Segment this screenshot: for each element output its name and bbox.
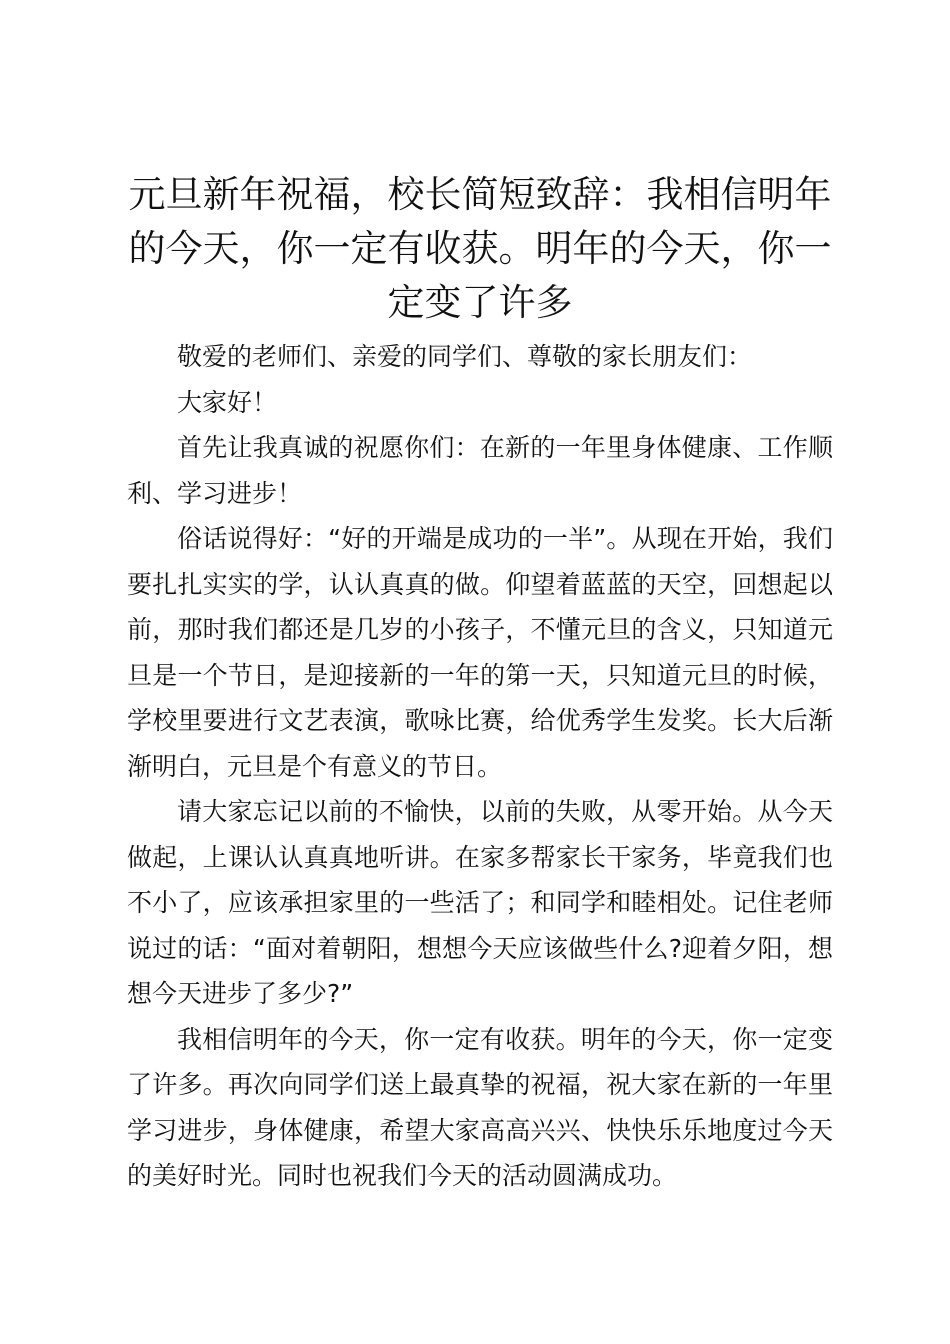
wishes-paragraph: 首先让我真诚的祝愿你们：在新的一年里身体健康、工作顺利、学习进步！ — [127, 433, 833, 508]
body-paragraph: 请大家忘记以前的不愉快，以前的失败，从零开始。从今天做起，上课认认真真地听讲。在家多帮家长干家务，毕竟我们也不小了，应该承担家里的一些活了；和同学和睦相处。记住老师说过的话：“面对着朝阳，想想今天应该做些什么?迎着夕阳，想想今天进步了多少?” — [127, 797, 833, 1008]
document-title: 元旦新年祝福，校长简短致辞：我相信明年的今天，你一定有收获。明年的今天，你一定变了许多 — [128, 173, 832, 324]
salutation-paragraph: 敬爱的老师们、亲爱的同学们、尊敬的家长朋友们： — [177, 342, 753, 371]
document-body — [127, 168, 833, 1199]
greeting-paragraph: 大家好！ — [177, 387, 278, 417]
body-paragraph: 俗话说得好：“好的开端是成功的一半”。从现在开始，我们要扎扎实实的学，认认真真的做。仰望着蓝蓝的天空，回想起以前，那时我们都还是几岁的小孩子，不懂元旦的含义，只知道元旦是一个节日，是迎接新的一年的第一天，只知道元旦的时候，学校里要进行文艺表演，歌咏比赛，给优秀学生发奖。长大后渐渐明白，元旦是个有意义的节日。 — [127, 524, 833, 781]
closing-paragraph: 我相信明年的今天，你一定有收获。明年的今天，你一定变了许多。再次向同学们送上最真挚的祝福，祝大家在新的一年里学习进步，身体健康，希望大家高高兴兴、快快乐乐地度过今天的美好时光。同时也祝我们今天的活动圆满成功。 — [127, 1024, 833, 1190]
